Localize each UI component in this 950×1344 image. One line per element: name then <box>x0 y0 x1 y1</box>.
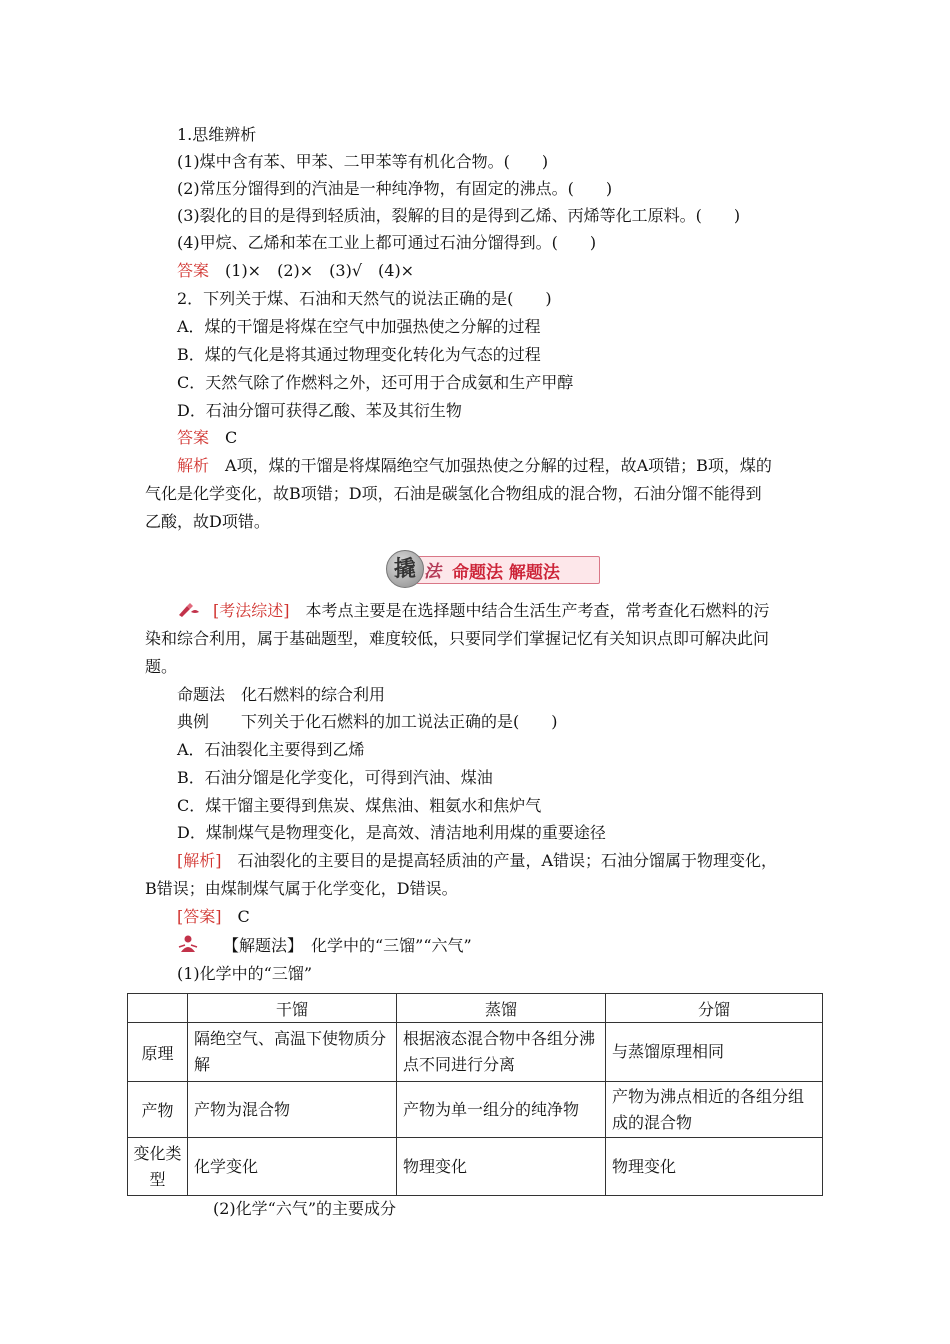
analysis-text: 石油裂化的主要目的是提高轻质油的产量，A错误；石油分馏属于物理变化， <box>221 851 778 870</box>
table-cell: 根据液态混合物中各组分沸点不同进行分离 <box>397 1023 606 1082</box>
banner-emblem-icon: 撬 <box>386 550 424 588</box>
method-example: 典例 下列关于化石燃料的加工说法正确的是( ) <box>177 712 558 731</box>
answer-label: [答案] <box>177 907 222 926</box>
q2-option-c: C．天然气除了作燃料之外，还可用于合成氨和生产甲醇 <box>177 373 574 392</box>
review-label: [考法综述] <box>213 601 290 620</box>
person-icon <box>177 934 199 954</box>
q1-title: 1.思维辨析 <box>177 125 257 144</box>
answer-text: C <box>209 428 238 447</box>
review-line-3: 题。 <box>145 657 178 676</box>
table-header-row <box>128 994 823 1023</box>
q2-answer <box>177 427 237 449</box>
q1-answer <box>177 260 414 282</box>
review-line-1 <box>213 600 770 622</box>
answer-text: C <box>221 907 250 926</box>
q1-item-2: (2)常压分馏得到的汽油是一种纯净物，有固定的沸点。( ) <box>177 179 613 198</box>
q1-item-3: (3)裂化的目的是得到轻质油，裂解的目的是得到乙烯、丙烯等化工原料。( ) <box>177 206 741 225</box>
banner-title: 命题法 解题法 <box>452 563 560 583</box>
table-header-corner <box>128 994 188 1023</box>
section-banner <box>386 548 600 588</box>
table-row-label: 原理 <box>128 1023 188 1082</box>
table-cell: 产物为混合物 <box>188 1082 397 1138</box>
solve-sub2: (2)化学“六气”的主要成分 <box>213 1199 397 1218</box>
solve-heading: 【解题法】 化学中的“三馏”“六气” <box>223 936 472 955</box>
table-cell: 隔绝空气、高温下使物质分解 <box>188 1023 397 1082</box>
analysis-label: 解析 <box>177 456 210 475</box>
table-cell: 物理变化 <box>606 1138 823 1196</box>
answer-text: (1)× (2)× (3)√ (4)× <box>209 261 415 280</box>
table-cell: 化学变化 <box>188 1138 397 1196</box>
table-cell: 与蒸馏原理相同 <box>606 1023 823 1082</box>
table-header-distill: 蒸馏 <box>397 994 606 1023</box>
review-text: 本考点主要是在选择题中结合生活生产考查，常考查化石燃料的污 <box>289 601 770 620</box>
method-answer <box>177 906 250 928</box>
table-row-label: 变化类型 <box>128 1138 188 1196</box>
analysis-label: [解析] <box>177 851 222 870</box>
q2-analysis-line-3: 乙酸，故D项错。 <box>145 512 270 531</box>
q2-option-a: A．煤的干馏是将煤在空气中加强热使之分解的过程 <box>177 317 541 336</box>
q1-item-4: (4)甲烷、乙烯和苯在工业上都可通过石油分馏得到。( ) <box>177 233 597 252</box>
pen-icon <box>177 600 201 618</box>
table-cell: 产物为沸点相近的各组分组成的混合物 <box>606 1082 823 1138</box>
method-option-b: B．石油分馏是化学变化，可得到汽油、煤油 <box>177 768 493 787</box>
three-distillation-table <box>127 993 823 1196</box>
solve-sub1: (1)化学中的“三馏” <box>177 964 313 983</box>
method-title: 命题法 化石燃料的综合利用 <box>177 685 386 704</box>
banner-fa: 法 <box>424 562 441 582</box>
q2-option-b: B．煤的气化是将其通过物理变化转化为气态的过程 <box>177 345 541 364</box>
table-row-label: 产物 <box>128 1082 188 1138</box>
answer-label: 答案 <box>177 261 210 280</box>
table-header-dry: 干馏 <box>188 994 397 1023</box>
q2-stem: 2．下列关于煤、石油和天然气的说法正确的是( ) <box>177 289 552 308</box>
table-cell: 物理变化 <box>397 1138 606 1196</box>
method-option-a: A．石油裂化主要得到乙烯 <box>177 740 365 759</box>
table-row <box>128 1138 823 1196</box>
q2-option-d: D．石油分馏可获得乙酸、苯及其衍生物 <box>177 401 462 420</box>
table-row <box>128 1023 823 1082</box>
q2-analysis-line-2: 气化是化学变化，故B项错；D项，石油是碳氢化合物组成的混合物，石油分馏不能得到 <box>145 484 762 503</box>
analysis-text: A项，煤的干馏是将煤隔绝空气加强热使之分解的过程，故A项错；B项，煤的 <box>209 456 772 475</box>
table-header-fraction: 分馏 <box>606 994 823 1023</box>
method-analysis-line-2: B错误；由煤制煤气属于化学变化，D错误。 <box>145 879 458 898</box>
table-cell: 产物为单一组分的纯净物 <box>397 1082 606 1138</box>
q2-analysis-line-1 <box>177 455 772 477</box>
method-option-c: C．煤干馏主要得到焦炭、煤焦油、粗氨水和焦炉气 <box>177 796 542 815</box>
table-row <box>128 1082 823 1138</box>
method-option-d: D．煤制煤气是物理变化，是高效、清洁地利用煤的重要途径 <box>177 823 606 842</box>
q1-item-1: (1)煤中含有苯、甲苯、二甲苯等有机化合物。( ) <box>177 152 549 171</box>
review-line-2: 染和综合利用，属于基础题型，难度较低，只要同学们掌握记忆有关知识点即可解决此问 <box>145 629 770 648</box>
answer-label: 答案 <box>177 428 210 447</box>
method-analysis-line-1 <box>177 850 777 872</box>
